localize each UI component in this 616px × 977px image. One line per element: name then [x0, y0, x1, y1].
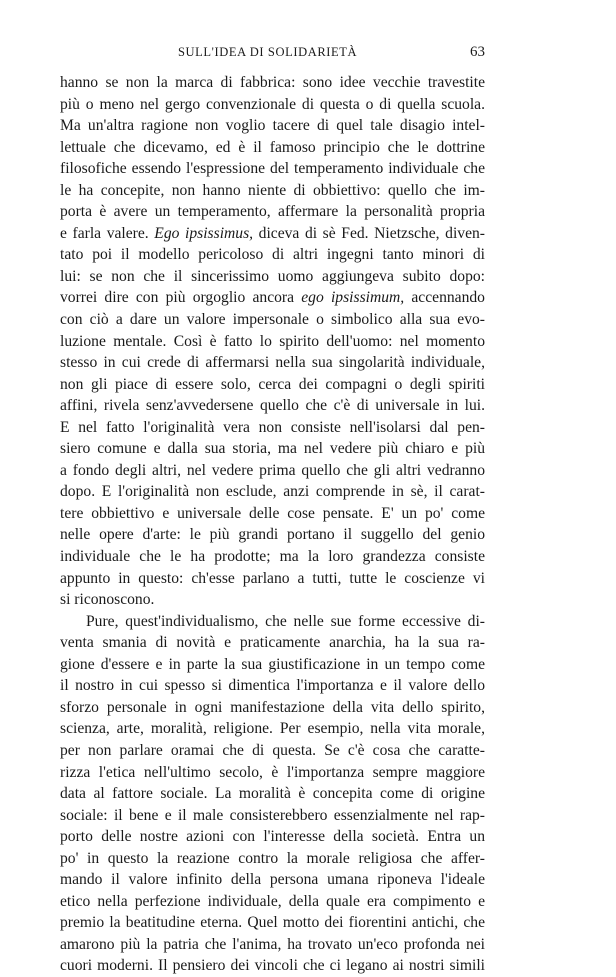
italic-phrase: Ego ipsissimus, — [154, 224, 254, 242]
text-segment: accennando — [411, 289, 485, 307]
running-head — [60, 44, 485, 64]
text-line: etico nella perfezione individuale, della quale era compimento e — [60, 892, 485, 910]
text-line: lui: se non che il sincerissimo uomo aggiungeva subito dopo: — [60, 267, 485, 285]
text-line: hanno se non la marca di fabbrica: sono idee vecchie travestite — [60, 74, 485, 91]
text-line: dopo. E l'originalità non esclude, anzi comprende in sè, il carat- — [60, 483, 485, 501]
text-line: più o meno nel gergo convenzionale di questa o di quella scuola. — [60, 95, 485, 113]
body-text — [60, 72, 485, 977]
text-line: sociale: il bene e il male consisterebbero essenzialmente nel rap- — [60, 806, 485, 824]
text-line: lettuale che dicevamo, ed è il famoso principio che le dottrine — [60, 138, 485, 156]
text-line: porto delle nostre azioni con l'interesse della società. Entra un — [60, 828, 485, 846]
text-segment: vorrei dire con più orgoglio ancora — [60, 289, 295, 307]
text-line: affini, rivela senz'avvedersene quello che c'è di universale in lui. — [60, 397, 485, 415]
text-line: non gli piace di essere solo, cerca dei compagni o degli spiriti — [60, 375, 485, 393]
italic-phrase: ego ipsissimum, — [301, 289, 405, 307]
text-line: Pure, quest'individualismo, che nelle sue forme eccessive di- — [86, 612, 485, 630]
text-line: tato poi il modello pericoloso di altri ingegni tanto minori di — [60, 246, 485, 264]
text-line: rizza l'etica nell'ultimo secolo, è l'importanza sempre maggiore — [60, 763, 485, 781]
text-line: le ha concepite, non hanno niente di obbiettivo: quello che im- — [60, 181, 485, 199]
text-line: a fondo degli altri, nel vedere prima quello che gli altri vedranno — [60, 461, 485, 479]
text-line: po' in questo la reazione contro la morale religiosa che affer- — [60, 849, 485, 867]
text-line: venta smania di novità e praticamente anarchia, ha la sua ra- — [60, 634, 485, 652]
text-line — [60, 223, 485, 245]
text-line: si riconoscono. — [60, 591, 155, 609]
text-segment: diceva di sè Fed. Nietzsche, diven- — [258, 224, 485, 242]
text-line — [60, 287, 485, 309]
text-line: gione d'essere e in parte la sua giustificazione in un tempo come — [60, 655, 485, 673]
page-number: 63 — [470, 44, 485, 60]
text-line: sforzo personale in ogni manifestazione della vita dello spirito, — [60, 698, 485, 716]
text-line: Ma un'altra ragione non voglio tacere di quel tale disagio intel- — [60, 117, 485, 135]
text-line: amarono più la patria che l'anima, ha trovato un'eco profonda nei — [60, 935, 485, 953]
text-segment: e farla valere. — [60, 224, 149, 242]
text-line: luzione mentale. Così è fatto lo spirito dell'uomo: nel momento — [60, 332, 485, 350]
text-line: premio la beatitudine eterna. Quel motto dei fiorentini antichi, che — [60, 914, 485, 932]
text-line: E nel fatto l'originalità vera non consiste nell'isolarsi dal pen- — [60, 418, 485, 436]
text-line: appunto in questo: ch'esse parlano a tutti, tutte le coscienze vi — [60, 569, 485, 587]
text-line: nelle opere d'arte: le più grandi portano il suggello del genio — [60, 526, 485, 544]
text-line: scienza, arte, moralità, religione. Per esempio, nella vita morale, — [60, 720, 485, 738]
text-line: stesso in cui crede di affermarsi nella sua singolarità individuale, — [60, 354, 485, 372]
text-line: tere obbiettivo e universale delle cose pensate. E' un po' come — [60, 504, 485, 522]
text-line: porta è avere un temperamento, affermare la personalità propria — [60, 203, 485, 221]
text-line: cuori moderni. Il pensiero dei vincoli che ci legano ai nostri simili — [60, 957, 485, 975]
running-title: SULL'IDEA DI SOLIDARIETÀ — [178, 45, 358, 59]
text-line: con ciò a dare un valore impersonale o simbolico alla sua evo- — [60, 311, 485, 329]
text-line: il nostro in cui spesso si dimentica l'importanza e il valore dello — [60, 677, 485, 695]
text-line: mando il valore infinito della persona umana riponeva l'ideale — [60, 871, 485, 889]
text-line: per non parlare oramai che di questa. Se c'è cosa che caratte- — [60, 741, 485, 759]
text-line: filosofiche essendo l'espressione del temperamento individuale che — [60, 160, 485, 178]
text-line: individuale che le ha prodotte; ma la loro grandezza consiste — [60, 548, 485, 566]
text-line: data al fattore sociale. La moralità è concepita come di origine — [60, 785, 485, 803]
text-line: siero comune e dalla sua storia, ma nel vedere più chiaro e più — [60, 440, 485, 458]
